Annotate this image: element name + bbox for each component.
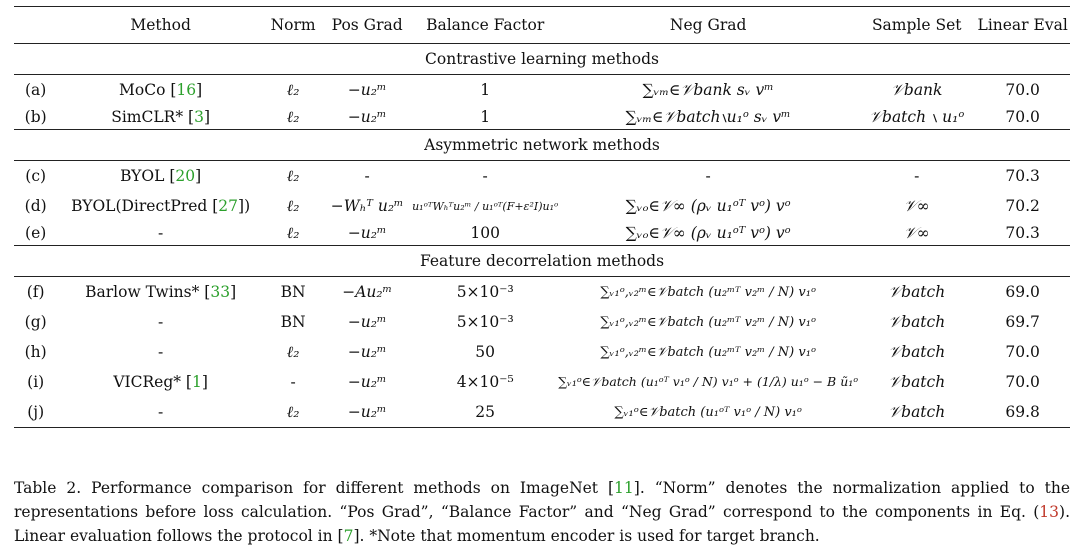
row-linear-eval: 70.0 — [1005, 81, 1040, 99]
row-neg-grad: ∑ᵥₘ∈𝒱bank sᵥ vᵐ — [642, 80, 774, 99]
section-title: Asymmetric network methods — [14, 130, 1070, 161]
header-balance-factor: Balance Factor — [426, 16, 545, 34]
citation-link[interactable]: 27 — [218, 197, 239, 215]
row-balance: 5×10⁻³ — [456, 283, 514, 301]
row-method: - — [57, 397, 264, 428]
row-balance: u₁ᵒᵀWₕᵀu₂ᵐ / u₁ᵒᵀ(F+ε²I)u₁ᵒ — [412, 199, 559, 213]
header-linear-eval: Linear Eval — [977, 16, 1068, 34]
results-table — [14, 6, 1070, 428]
row-neg-grad: ∑ᵥₒ∈𝒱∞ (ρᵥ u₁ᵒᵀ vᵒ) vᵒ — [558, 221, 858, 246]
row-label: (i) — [27, 373, 45, 391]
row-norm: ℓ₂ — [264, 105, 322, 130]
row-method: MoCo [16] — [119, 81, 203, 99]
citation-link[interactable]: 33 — [210, 283, 231, 301]
row-neg-grad: ∑ᵥ₁ᵒ,ᵥ₂ᵐ∈𝒱batch (u₂ᵐᵀ v₂ᵐ / N) v₁ᵒ — [600, 284, 816, 300]
section-title-row — [14, 130, 1070, 161]
citation-link[interactable]: 3 — [194, 108, 204, 126]
row-label: (j) — [14, 397, 57, 428]
row-sample-set: 𝒱batch — [888, 342, 946, 361]
header-norm: Norm — [270, 16, 316, 34]
table-row — [14, 397, 1070, 428]
row-label: (f) — [26, 283, 45, 301]
table-row — [14, 367, 1070, 397]
row-neg-grad: - — [705, 167, 711, 185]
row-neg-grad: ∑ᵥ₁ᵒ∈𝒱batch (u₁ᵒᵀ v₁ᵒ / N) v₁ᵒ — [558, 397, 858, 428]
row-balance: 25 — [412, 397, 558, 428]
row-method: - — [158, 313, 164, 331]
table-header-row — [14, 7, 1070, 44]
row-sample-set: 𝒱batch — [888, 282, 946, 301]
table-row — [14, 75, 1070, 106]
table-row — [14, 161, 1070, 192]
row-method: - — [158, 343, 164, 361]
citation-link[interactable]: 20 — [175, 167, 196, 185]
row-sample-set: 𝒱bank — [890, 80, 943, 99]
row-linear-eval: 69.8 — [975, 397, 1070, 428]
row-linear-eval: 70.3 — [1005, 167, 1040, 185]
row-sample-set: 𝒱∞ — [858, 221, 975, 246]
section-title: Contrastive learning methods — [14, 44, 1070, 75]
row-sample-set: 𝒱batch ∖ u₁ᵒ — [858, 105, 975, 130]
row-balance: 4×10⁻⁵ — [456, 373, 514, 391]
row-neg-grad: ∑ᵥ₁ᵒ∈𝒱batch (u₁ᵒᵀ v₁ᵒ / N) v₁ᵒ + (1/λ) u₁ᵒ − B ũ₁ᵒ — [558, 374, 859, 389]
table-row — [14, 191, 1070, 221]
row-method: BYOL [20] — [120, 167, 202, 185]
row-neg-grad: ∑ᵥ₁ᵒ,ᵥ₂ᵐ∈𝒱batch (u₂ᵐᵀ v₂ᵐ / N) v₁ᵒ — [600, 344, 816, 360]
row-pos-grad: −Wₕᵀ u₂ᵐ — [330, 197, 404, 215]
row-norm: - — [290, 373, 296, 391]
row-label: (e) — [14, 221, 57, 246]
row-linear-eval: 69.7 — [1005, 313, 1040, 331]
row-method: Barlow Twins* [33] — [85, 283, 237, 301]
row-linear-eval: 70.0 — [1005, 343, 1040, 361]
row-pos-grad: −u₂ᵐ — [347, 313, 387, 331]
row-balance: 5×10⁻³ — [456, 313, 514, 331]
citation-link[interactable]: 16 — [176, 81, 197, 99]
equation-link[interactable]: 13 — [1039, 503, 1060, 521]
row-neg-grad: ∑ᵥₘ∈𝒱batch∖u₁ᵒ sᵥ vᵐ — [558, 105, 858, 130]
section-title-row — [14, 44, 1070, 75]
row-linear-eval: 70.0 — [975, 105, 1070, 130]
table-row — [14, 105, 1070, 130]
row-label: (g) — [24, 313, 47, 331]
row-balance: 1 — [480, 81, 491, 99]
section-title-row — [14, 246, 1070, 277]
header-neg-grad: Neg Grad — [669, 16, 747, 34]
row-pos-grad: −Au₂ᵐ — [342, 283, 393, 301]
row-pos-grad: −u₂ᵐ — [347, 373, 387, 391]
table-row — [14, 307, 1070, 337]
table-row — [14, 337, 1070, 367]
row-method: VICReg* [1] — [113, 373, 208, 391]
row-pos-grad: −u₂ᵐ — [322, 397, 412, 428]
table-row — [14, 277, 1070, 308]
row-pos-grad: −u₂ᵐ — [347, 343, 387, 361]
row-label: (h) — [24, 343, 47, 361]
row-label: (d) — [24, 197, 47, 215]
row-norm: BN — [280, 313, 306, 331]
row-pos-grad: −u₂ᵐ — [347, 81, 387, 99]
row-pos-grad: −u₂ᵐ — [322, 221, 412, 246]
row-norm: ℓ₂ — [286, 80, 300, 99]
row-norm: ℓ₂ — [264, 397, 322, 428]
row-sample-set: 𝒱batch — [858, 397, 975, 428]
row-linear-eval: 70.0 — [1005, 373, 1040, 391]
table-row — [14, 221, 1070, 246]
row-linear-eval: 70.2 — [1005, 197, 1040, 215]
row-linear-eval: 69.0 — [1005, 283, 1040, 301]
row-balance: 100 — [412, 221, 558, 246]
row-sample-set: 𝒱∞ — [903, 196, 930, 215]
row-balance: 50 — [475, 343, 496, 361]
row-pos-grad: - — [364, 167, 370, 185]
row-norm: ℓ₂ — [286, 196, 300, 215]
row-neg-grad: ∑ᵥₒ∈𝒱∞ (ρᵥ u₁ᵒᵀ vᵒ) vᵒ — [625, 196, 791, 215]
header-pos-grad: Pos Grad — [331, 16, 403, 34]
row-sample-set: 𝒱batch — [888, 312, 946, 331]
table-caption: Table 2. Performance comparison for different methods on ImageNet [11]. “Norm” denotes the normalization applied to the representations before loss calculation. “Pos Grad”, “Balance Factor” and “Neg Grad” correspond to the components in Eq. (13). Linear evaluation follows the protocol in [7]. *Note that momentum encoder is used for target branch. — [14, 479, 1070, 545]
row-balance: 1 — [412, 105, 558, 130]
row-label: (b) — [14, 105, 57, 130]
header-label — [14, 7, 57, 44]
citation-link[interactable]: 1 — [191, 373, 202, 391]
row-method: SimCLR* [3] — [57, 105, 264, 130]
row-pos-grad: −u₂ᵐ — [322, 105, 412, 130]
row-linear-eval: 70.3 — [975, 221, 1070, 246]
row-label: (a) — [25, 81, 47, 99]
row-norm: ℓ₂ — [286, 342, 300, 361]
row-norm: ℓ₂ — [286, 166, 300, 185]
row-method: BYOL(DirectPred [27]) — [71, 197, 251, 215]
row-balance: - — [482, 167, 488, 185]
header-sample-set: Sample Set — [871, 16, 962, 34]
citation-link[interactable]: 11 — [614, 479, 634, 497]
row-norm: BN — [280, 283, 306, 301]
section-title: Feature decorrelation methods — [14, 246, 1070, 277]
row-sample-set: - — [914, 167, 920, 185]
header-method: Method — [130, 16, 191, 34]
row-method: - — [57, 221, 264, 246]
row-neg-grad: ∑ᵥ₁ᵒ,ᵥ₂ᵐ∈𝒱batch (u₂ᵐᵀ v₂ᵐ / N) v₁ᵒ — [600, 314, 816, 330]
row-norm: ℓ₂ — [264, 221, 322, 246]
row-label: (c) — [25, 167, 47, 185]
row-sample-set: 𝒱batch — [888, 372, 946, 391]
citation-link[interactable]: 7 — [343, 527, 354, 545]
